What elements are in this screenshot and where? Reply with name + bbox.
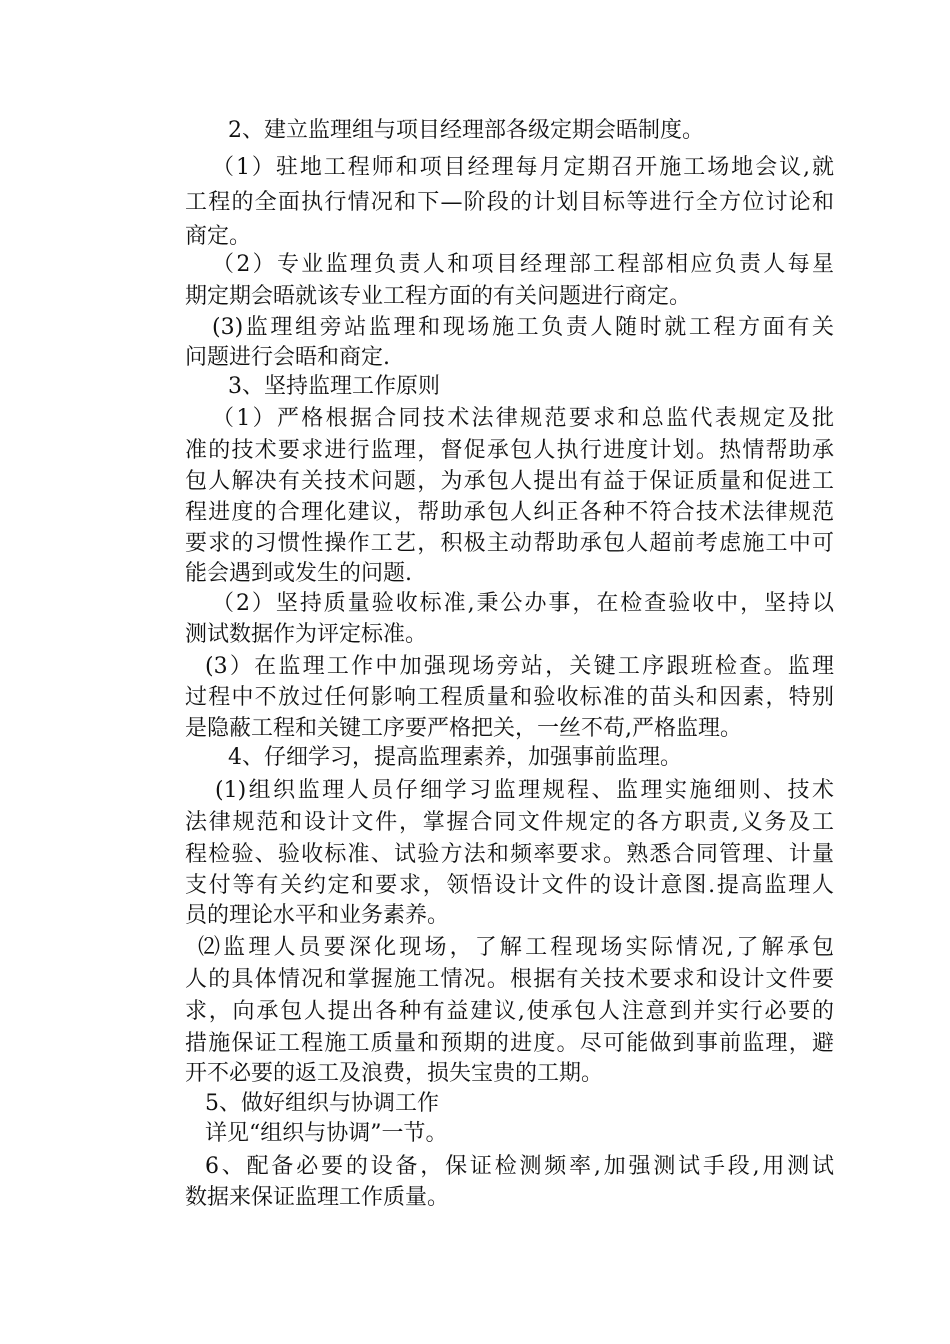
paragraph-line: 测试数据作为评定标准。 [185,622,428,647]
paragraph-line: 支付等有关约定和要求，领悟设计文件的设计意图.提高监理人 [185,873,834,898]
paragraph-line: 措施保证工程施工质量和预期的进度。尽可能做到事前监理，避 [185,1031,834,1056]
paragraph-line: (3)监理组旁站监理和现场施工负责人随时就工程方面有关 [212,315,834,340]
heading-equipment: 6、配备必要的设备，保证检测频率,加强测试手段,用测试 [205,1154,834,1179]
paragraph-line: ⑵监理人员要深化现场，了解工程现场实际情况,了解承包 [198,935,834,960]
paragraph-line: 工程的全面执行情况和下—阶段的计划目标等进行全方位讨论和 [185,190,834,215]
paragraph-line: 准的技术要求进行监理，督促承包人执行进度计划。热情帮助承 [185,438,834,463]
heading-coordination: 5、做好组织与协调工作 [205,1091,439,1116]
heading-meeting-system: 2、建立监理组与项目经理部各级定期会晤制度。 [228,118,704,143]
paragraph-line: （2）专业监理负责人和项目经理部工程部相应负责人每星 [212,252,834,277]
paragraph-line: 详见“组织与协调”一节。 [205,1121,448,1146]
paragraph-line: （2）坚持质量验收标准,秉公办事，在检查验收中，坚持以 [212,591,834,616]
paragraph-line: 是隐蔽工程和关键工序要严格把关，一丝不苟,严格监理。 [185,716,742,741]
paragraph-line: （1）驻地工程师和项目经理每月定期召开施工场地会议,就 [212,155,834,180]
paragraph-line: 包人解决有关技术问题，为承包人提出有益于保证质量和促进工 [185,469,834,494]
paragraph-line: 员的理论水平和业务素养。 [185,903,450,928]
heading-study: 4、仔细学习，提高监理素养，加强事前监理。 [228,745,682,770]
heading-principles: 3、坚持监理工作原则 [228,374,440,399]
paragraph-line: 要求的习惯性操作工艺，积极主动帮助承包人超前考虑施工中可 [185,531,834,556]
paragraph-line: 程检验、验收标准、试验方法和频率要求。熟悉合同管理、计量 [185,842,834,867]
paragraph-line: 问题进行会晤和商定. [185,345,390,370]
paragraph-line: 开不必要的返工及浪费，损失宝贵的工期。 [185,1061,604,1086]
paragraph-line: (1)组织监理人员仔细学习监理规程、监理实施细则、技术 [215,778,834,803]
paragraph-line: 程进度的合理化建议，帮助承包人纠正各种不符合技术法律规范 [185,500,834,525]
paragraph-line: 能会遇到或发生的问题. [185,561,412,586]
paragraph-line: （1）严格根据合同技术法律规范要求和总监代表规定及批 [212,406,834,431]
paragraph-line: 人的具体情况和掌握施工情况。根据有关技术要求和设计文件要 [185,967,834,992]
paragraph-line: 期定期会晤就该专业工程方面的有关问题进行商定。 [185,284,692,309]
paragraph-line: 过程中不放过任何影响工程质量和验收标准的苗头和因素，特别 [185,685,834,710]
paragraph-line: (3）在监理工作中加强现场旁站，关键工序跟班检查。监理 [205,654,834,679]
paragraph-line: 求，向承包人提出各种有益建议,使承包人注意到并实行必要的 [185,999,834,1024]
paragraph-line: 数据来保证监理工作质量。 [185,1185,450,1210]
paragraph-line: 商定。 [185,224,252,249]
paragraph-line: 法律规范和设计文件，掌握合同文件规定的各方职责,义务及工 [185,810,834,835]
